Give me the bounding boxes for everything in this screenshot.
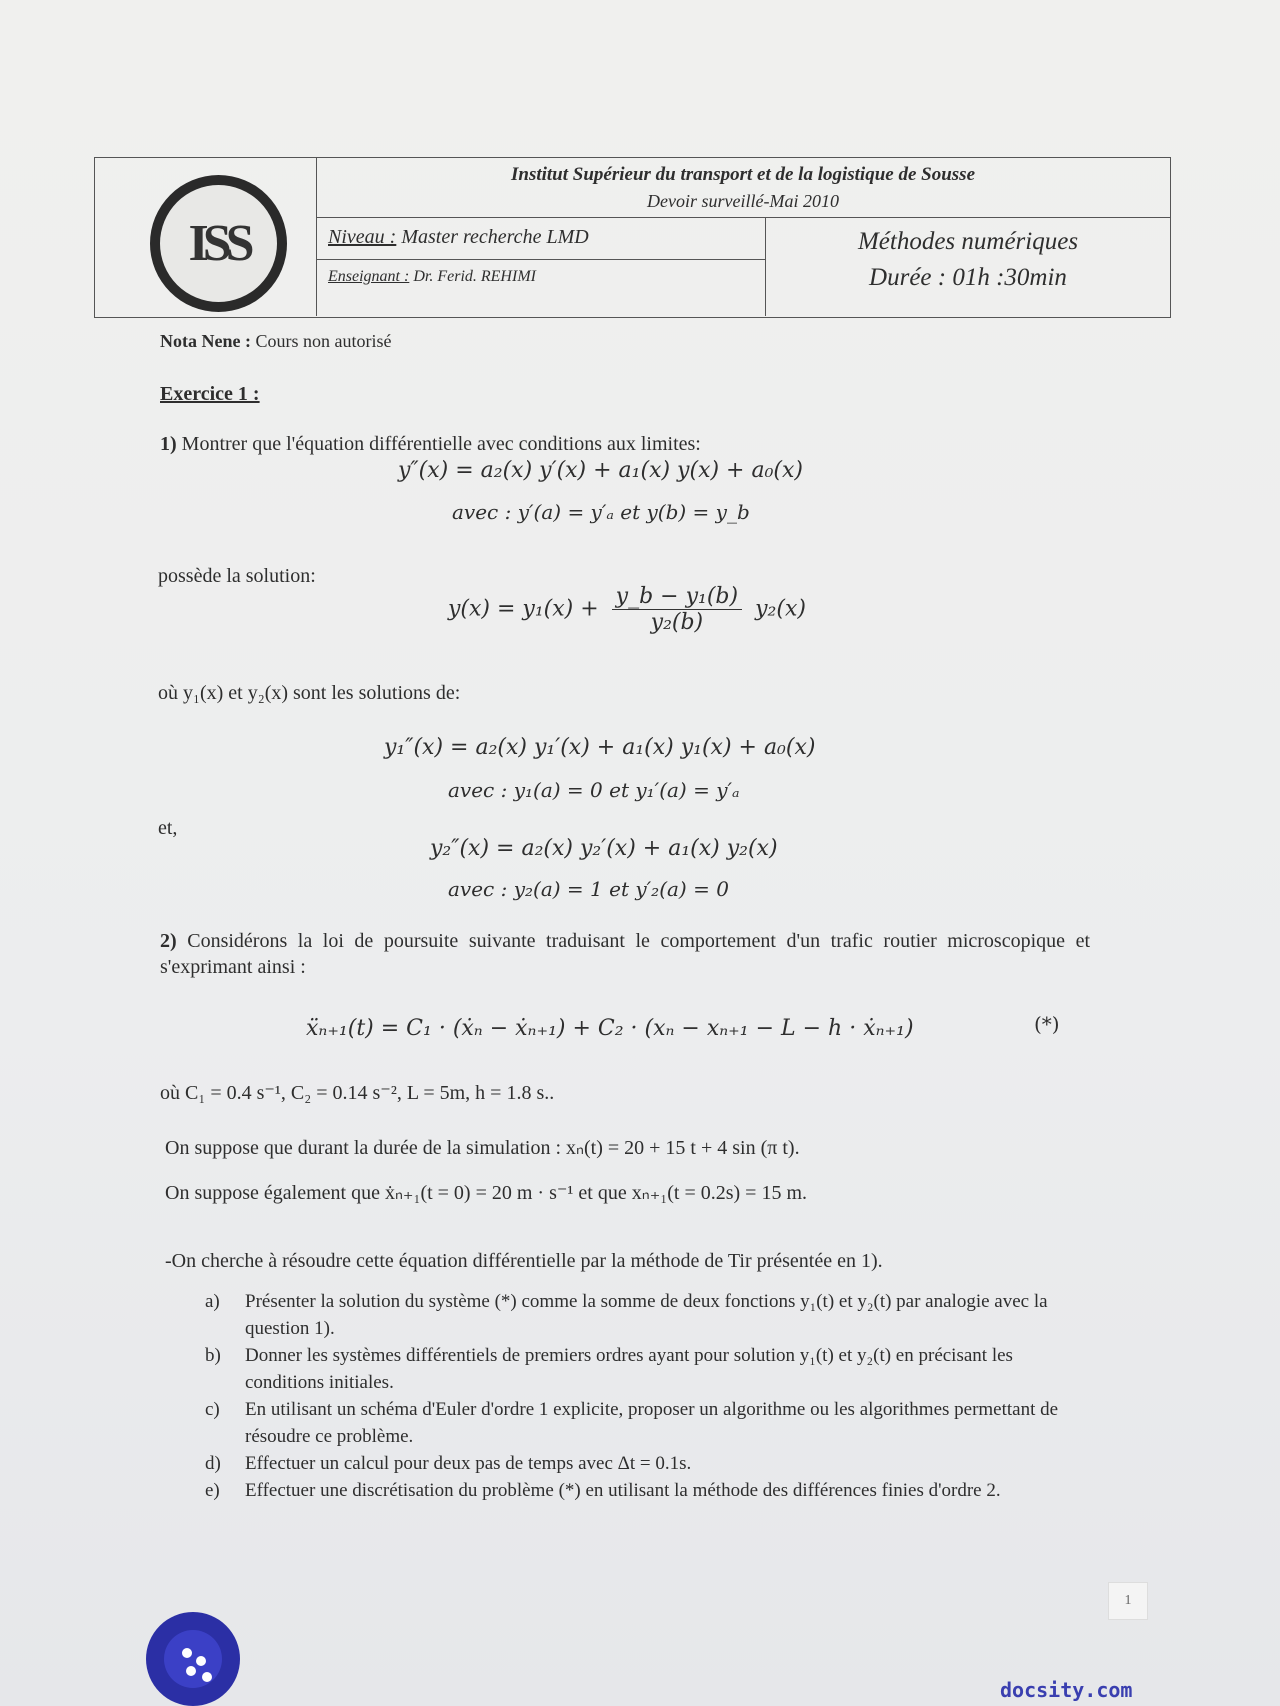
nota-label: Nota Nene : — [160, 331, 251, 351]
enseignant-label: Enseignant : — [328, 268, 410, 285]
docsity-link[interactable]: docsity.com — [1000, 1678, 1133, 1702]
fraction-denominator: y₂(b) — [650, 610, 704, 635]
logo-text: ISS — [188, 215, 249, 272]
page-number: 1 — [1108, 1582, 1148, 1620]
q1-solutions-of: où y₁(x) et y₂(x) sont les solutions de: — [158, 682, 461, 704]
q1-solution-equation — [448, 584, 806, 635]
header-table — [94, 157, 1171, 318]
solution-fraction — [612, 584, 742, 635]
y2-equation: y₂″(x) = a₂(x) y₂′(x) + a₁(x) y₂(x) — [430, 836, 778, 861]
item-label: a) — [205, 1291, 220, 1312]
list-item — [205, 1288, 1095, 1342]
fraction-numerator: y_b − y₁(b) — [612, 584, 742, 610]
q1-possede: possède la solution: — [158, 565, 316, 587]
list-item — [205, 1342, 1095, 1396]
item-text: Effectuer une discrétisation du problème (*) en utilisant la méthode des différences finies d'ordre 2. — [245, 1480, 1001, 1501]
exam-title: Devoir surveillé-Mai 2010 — [647, 191, 839, 211]
exam-duration: Durée : 01h :30min — [869, 264, 1067, 291]
logo-cell — [95, 158, 317, 316]
q2-suppose-1: On suppose que durant la durée de la simulation : xₙ(t) = 20 + 15 t + 4 sin (π t). — [165, 1137, 800, 1159]
docsity-logo-icon[interactable] — [146, 1612, 240, 1706]
item-label: c) — [205, 1399, 220, 1420]
exercise-title: Exercice 1 : — [160, 383, 260, 405]
institute-row — [316, 158, 1170, 218]
q1-intro — [160, 431, 701, 457]
nota-text: Cours non autorisé — [255, 331, 392, 351]
q2-parameters: où C₁ = 0.4 s⁻¹, C₂ = 0.14 s⁻², L = 5m, h = 1.8 s.. — [160, 1082, 555, 1104]
q1-boundary-conditions: avec : y′(a) = y′ₐ et y(b) = y_b — [452, 500, 750, 524]
subject-cell — [766, 218, 1170, 322]
nota — [160, 328, 391, 354]
item-text: Présenter la solution du système (*) comme la somme de deux fonctions y₁(t) et y₂(t) par analogie avec la question 1). — [245, 1291, 1048, 1339]
solution-lhs: y(x) = y₁(x) + — [448, 596, 599, 622]
item-label: e) — [205, 1480, 220, 1501]
q2-equation: ẍₙ₊₁(t) = C₁ · (ẋₙ − ẋₙ₊₁) + C₂ · (xₙ − xₙ₊₁ − L − h · ẋₙ₊₁) — [306, 1016, 914, 1041]
question-list — [205, 1288, 1095, 1504]
q2-equation-tag: (*) — [1034, 1012, 1060, 1036]
q2-intro-text: Considérons la loi de poursuite suivante traduisant le comportement d'un trafic routier microscopique et s'exprimant ainsi : — [160, 930, 1091, 978]
q2-method-statement: -On cherche à résoudre cette équation différentielle par la méthode de Tir présentée en 1). — [165, 1250, 883, 1272]
list-item — [205, 1450, 1095, 1477]
niveau-cell — [316, 218, 766, 260]
y1-equation: y₁″(x) = a₂(x) y₁′(x) + a₁(x) y₁(x) + a₀(x) — [384, 735, 816, 760]
enseignant-value: Dr. Ferid. REHIMI — [413, 268, 536, 285]
list-item — [205, 1396, 1095, 1450]
solution-rhs: y₂(x) — [755, 596, 806, 622]
q2-intro — [160, 928, 1090, 980]
niveau-value: Master recherche LMD — [401, 226, 589, 248]
item-label: d) — [205, 1453, 221, 1474]
item-text: Effectuer un calcul pour deux pas de temps avec Δt = 0.1s. — [245, 1453, 692, 1474]
niveau-label: Niveau : — [328, 226, 397, 248]
item-text: En utilisant un schéma d'Euler d'ordre 1 explicite, proposer un algorithme ou les algorithmes permettant de résoudre ce problème. — [245, 1399, 1059, 1447]
et-text: et, — [158, 817, 178, 839]
institute-name: Institut Supérieur du transport et de la logistique de Sousse — [510, 164, 975, 185]
institute-logo — [150, 175, 287, 312]
item-label: b) — [205, 1345, 221, 1366]
list-item — [205, 1477, 1095, 1504]
subject-title: Méthodes numériques — [857, 228, 1079, 255]
q2-number: 2) — [160, 930, 177, 952]
q2-suppose-2: On suppose également que ẋₙ₊₁(t = 0) = 20 m · s⁻¹ et que xₙ₊₁(t = 0.2s) = 15 m. — [165, 1182, 808, 1204]
enseignant-cell — [316, 260, 766, 316]
q1-intro-text: Montrer que l'équation différentielle avec conditions aux limites: — [181, 433, 701, 455]
q1-main-equation: y″(x) = a₂(x) y′(x) + a₁(x) y(x) + a₀(x) — [398, 458, 803, 483]
q1-number: 1) — [160, 433, 177, 455]
item-text: Donner les systèmes différentiels de premiers ordres ayant pour solution y₁(t) et y₂(t) en précisant les conditions initiales. — [245, 1345, 1013, 1393]
y1-conditions: avec : y₁(a) = 0 et y₁′(a) = y′ₐ — [448, 778, 740, 802]
y2-conditions: avec : y₂(a) = 1 et y′₂(a) = 0 — [448, 877, 729, 901]
